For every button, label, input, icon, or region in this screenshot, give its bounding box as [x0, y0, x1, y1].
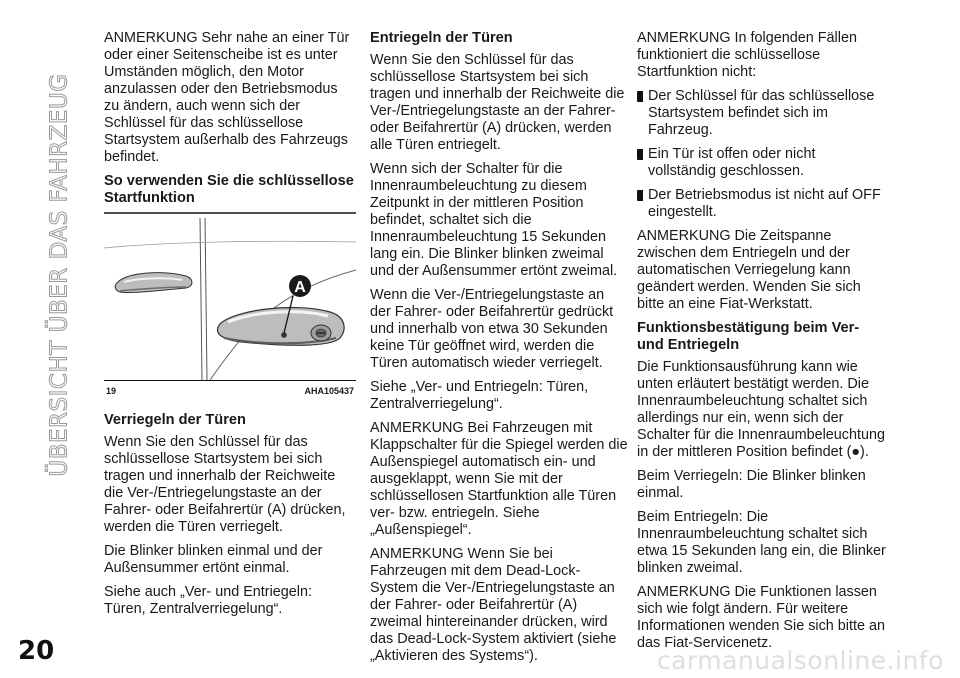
- figure-door-handle: [104, 212, 356, 400]
- bullet-text: Der Betriebsmodus ist nicht auf OFF eingestellt.: [648, 187, 881, 220]
- bullet-marker-icon: [637, 190, 643, 201]
- note-not-working: ANMERKUNG In folgenden Fällen funktioniert die schlüssellose Startfunktion nicht:: [637, 30, 857, 80]
- bullet-text: Der Schlüssel für das schlüssellose Startsystem befindet sich im Fahrzeug.: [648, 88, 875, 138]
- watermark: carmanualsonline.info: [656, 646, 944, 675]
- bullet-marker-icon: [637, 91, 643, 102]
- note-change-functions: ANMERKUNG Die Funktionen lassen sich wie folgt ändern. Für weitere Informationen wenden Sie sich bitte an das Fiat-Servicenetz.: [637, 584, 885, 651]
- figure-caption: [104, 380, 356, 400]
- door-handle-illustration: [104, 212, 356, 380]
- paragraph-lock-signals: Die Blinker blinken einmal und der Außensummer ertönt einmal.: [104, 543, 323, 576]
- section-side-title-text: ÜBERSICHT ÜBER DAS FAHRZEUG: [47, 73, 73, 477]
- paragraph-see-also: Siehe auch „Ver- und Entriegeln: Türen, Zentralverriegelung“.: [104, 584, 312, 617]
- note-time-interval: ANMERKUNG Die Zeitspanne zwischen dem Entriegeln und der automatischen Verriegelung kann geändert werden. Wenden Sie sich bitte an eine Fiat-Werkstatt.: [637, 228, 861, 312]
- heading-keyless-start: So verwenden Sie die schlüssellose Startfunktion: [104, 173, 354, 206]
- page-number: 20: [18, 636, 55, 666]
- figure-code: AHA105437: [304, 386, 354, 396]
- section-side-title: [44, 40, 76, 510]
- note-mirrors: ANMERKUNG Bei Fahrzeugen mit Klappschalter für die Spiegel werden die Außenspiegel automatisch ein- und ausgeklappt, wenn Sie mit der schlüssellosen Startfunktion alle Türen ver- bzw. entriegeln. Siehe „Außenspiegel“.: [370, 420, 628, 538]
- paragraph-lock-doors: Wenn Sie den Schlüssel für das schlüssellose Startsystem bei sich tragen und innerhalb der Reichweite die Ver-/Entriegelungstaste an der Fahrer- oder Beifahrertür (A) drücken, werden die Türen verriegelt.: [104, 434, 346, 535]
- paragraph-on-lock: Beim Verriegeln: Die Blinker blinken einmal.: [637, 468, 866, 501]
- bullet-marker-icon: [637, 149, 643, 160]
- paragraph-confirmation: Die Funktionsausführung kann wie unten erläutert bestätigt werden. Die Innenraumbeleuchtung schaltet sich allerdings nur ein, wenn sich der Schalter für die Innenraumbeleuchtung in der mittleren Position befindet (●).: [637, 359, 885, 460]
- figure-number: 19: [106, 386, 117, 396]
- paragraph-unlock-doors: Wenn Sie den Schlüssel für das schlüssellose Startsystem bei sich tragen und innerhalb der Reichweite die Ver-/Entriegelungstaste an der Fahrer- oder Beifahrertür (A) drücken, werden alle Türen entriegelt.: [370, 52, 625, 153]
- column-1: [104, 30, 356, 625]
- column-3: [637, 30, 887, 659]
- paragraph-auto-relock: Wenn die Ver-/Entriegelungstaste an der Fahrer- oder Beifahrertür gedrückt und innerhalb von etwa 30 Sekunden keine Tür geöffnet wird, werden die Türen automatisch wieder verriegelt.: [370, 287, 614, 371]
- bullet-item: [637, 88, 887, 139]
- bullet-item: [637, 146, 887, 180]
- paragraph-interior-light: Wenn sich der Schalter für die Innenraumbeleuchtung zu diesem Zeitpunkt in der mittleren Position befindet, schaltet sich die Innenraumbeleuchtung 15 Sekunden lang ein. Die Blinker blinken zweimal und der Außensummer ertönt zweimal.: [370, 161, 618, 279]
- note-near-door: ANMERKUNG Sehr nahe an einer Tür oder einer Seitenscheibe ist es unter Umständen möglich, den Motor anzulassen oder den Betriebsmodus zu ändern, auch wenn sich der Schlüssel für das schlüssellose Startsystem außerhalb des Fahrzeugs befindet.: [104, 30, 350, 165]
- callout-a-label: A: [294, 279, 306, 296]
- paragraph-on-unlock: Beim Entriegeln: Die Innenraumbeleuchtung schaltet sich etwa 15 Sekunden lang ein, die Blinker blinken zweimal.: [637, 509, 886, 576]
- bullet-text: Ein Tür ist offen oder nicht vollständig geschlossen.: [648, 146, 816, 179]
- note-dead-lock: ANMERKUNG Wenn Sie bei Fahrzeugen mit dem Dead-Lock-System die Ver-/Entriegelungstaste an der Fahrer- oder Beifahrertür (A) zweimal hintereinander drücken, wird das Dead-Lock-System aktiviert (siehe „Aktivieren des Systems“).: [370, 546, 617, 664]
- paragraph-see-central-locking: Siehe „Ver- und Entriegeln: Türen, Zentralverriegelung“.: [370, 379, 589, 412]
- heading-confirmation: Funktionsbestätigung beim Ver- und Entriegeln: [637, 320, 860, 353]
- heading-unlock-doors: Entriegeln der Türen: [370, 30, 513, 46]
- column-2: [370, 30, 628, 672]
- lock-unlock-button-icon: [281, 332, 287, 338]
- heading-lock-doors: Verriegeln der Türen: [104, 412, 246, 428]
- bullet-item: [637, 187, 887, 221]
